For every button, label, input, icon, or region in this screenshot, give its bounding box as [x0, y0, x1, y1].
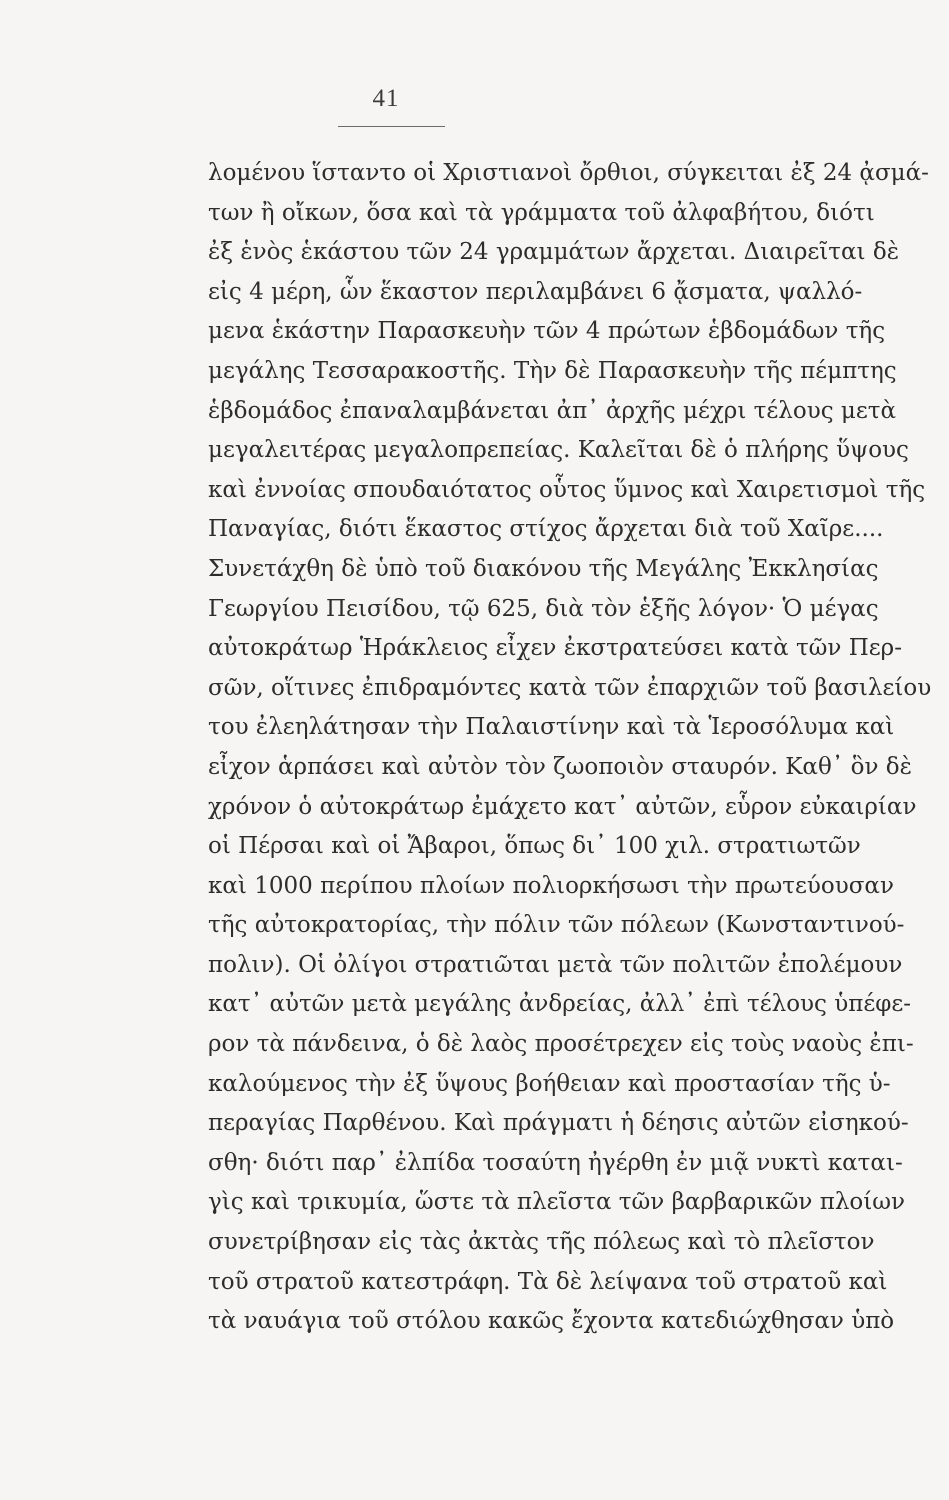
text-line: μενα ἑκάστην Παρασκευὴν τῶν 4 πρώτων ἑβδομάδων τῆς — [208, 318, 886, 345]
text-line: μεγαλειτέρας μεγαλοπρεπείας. Καλεῖται δὲ ὁ πλήρης ὕψους — [208, 437, 909, 464]
text-line: των ἢ οἴκων, ὅσα καὶ τὰ γράμματα τοῦ ἀλφαβήτου, διότι — [208, 199, 875, 226]
text-line: αὐτοκράτωρ Ἡράκλειος εἶχεν ἐκστρατεύσει κατὰ τῶν Περ- — [208, 635, 902, 662]
text-line: εἶχον ἁρπάσει καὶ αὐτὸν τὸν ζωοποιὸν σταυρόν. Καθ᾿ ὃν δὲ — [208, 753, 912, 780]
text-line: τοῦ στρατοῦ κατεστράφη. Τὰ δὲ λείψανα τοῦ στρατοῦ καὶ — [208, 1268, 888, 1295]
text-line: περαγίας Παρθένου. Καὶ πράγματι ἡ δέησις αὐτῶν εἰσηκού- — [208, 1110, 909, 1137]
text-line: καλούμενος τὴν ἐξ ὕψους βοήθειαν καὶ προστασίαν τῆς ὑ- — [208, 1070, 891, 1097]
text-line: Γεωργίου Πεισίδου, τῷ 625, διὰ τὸν ἑξῆς λόγον· Ὁ μέγας — [208, 595, 879, 622]
text-line: καὶ 1000 περίπου πλοίων πολιορκήσωσι τὴν πρωτεύουσαν — [208, 872, 894, 899]
text-line: κατ᾿ αὐτῶν μετὰ μεγάλης ἀνδρείας, ἀλλ᾿ ἐπὶ τέλους ὑπέφε- — [208, 991, 912, 1018]
page-number: 41 — [372, 85, 400, 112]
text-line: καὶ ἐννοίας σπουδαιότατος οὗτος ὕμνος καὶ Χαιρετισμοὶ τῆς — [208, 476, 926, 503]
text-line: σθη· διότι παρ᾿ ἐλπίδα τοσαύτη ἠγέρθη ἐν μιᾷ νυκτὶ καται- — [208, 1149, 903, 1176]
body-text — [208, 154, 932, 1342]
text-line: λομένου ἵσταντο οἱ Χριστιανοὶ ὄρθιοι, σύγκειται ἐξ 24 ᾀσμά- — [208, 160, 929, 186]
text-line: ἑβδομάδος ἐπαναλαμβάνεται ἀπ᾿ ἀρχῆς μέχρι τέλους μετὰ — [208, 397, 897, 424]
text-line: τῆς αὐτοκρατορίας, τὴν πόλιν τῶν πόλεων (Κωνσταντινού- — [208, 912, 905, 939]
text-line: σῶν, οἵτινες ἐπιδραμόντες κατὰ τῶν ἐπαρχιῶν τοῦ βασιλείου — [208, 674, 932, 701]
text-line: οἱ Πέρσαι καὶ οἱ Ἄβαροι, ὅπως δι᾿ 100 χιλ. στρατιωτῶν — [208, 833, 861, 860]
text-line: χρόνον ὁ αὐτοκράτωρ ἐμάχετο κατ᾿ αὐτῶν, εὗρον εὐκαιρίαν — [208, 793, 917, 820]
text-line: ἐξ ἑνὸς ἑκάστου τῶν 24 γραμμάτων ἄρχεται. Διαιρεῖται δὲ — [208, 239, 900, 266]
text-line: Παναγίας, διότι ἕκαστος στίχος ἄρχεται διὰ τοῦ Χαῖρε.... — [208, 516, 884, 543]
text-line: τὰ ναυάγια τοῦ στόλου κακῶς ἔχοντα κατεδιώχθησαν ὑπὸ — [208, 1308, 895, 1335]
text-line: γὶς καὶ τρικυμία, ὥστε τὰ πλεῖστα τῶν βαρβαρικῶν πλοίων — [208, 1189, 906, 1216]
text-line: μεγάλης Τεσσαρακοστῆς. Τὴν δὲ Παρασκευὴν τῆς πέμπτης — [208, 357, 897, 384]
text-line: Συνετάχθη δὲ ὑπὸ τοῦ διακόνου τῆς Μεγάλης Ἐκκλησίας — [208, 555, 879, 582]
header-rule — [338, 126, 445, 127]
text-line: συνετρίβησαν εἰς τὰς ἀκτὰς τῆς πόλεως καὶ τὸ πλεῖστον — [208, 1229, 875, 1256]
text-line: πολιν). Οἱ ὀλίγοι στρατιῶται μετὰ τῶν πολιτῶν ἐπολέμουν — [208, 951, 903, 978]
text-line: ρον τὰ πάνδεινα, ὁ δὲ λαὸς προσέτρεχεν εἰς τοὺς ναοὺς ἐπι- — [208, 1031, 914, 1058]
text-line: του ἐλεηλάτησαν τὴν Παλαιστίνην καὶ τὰ Ἱεροσόλυμα καὶ — [208, 714, 895, 741]
text-line: εἰς 4 μέρη, ὧν ἕκαστον περιλαμβάνει 6 ᾄσματα, ψαλλό- — [208, 278, 863, 305]
